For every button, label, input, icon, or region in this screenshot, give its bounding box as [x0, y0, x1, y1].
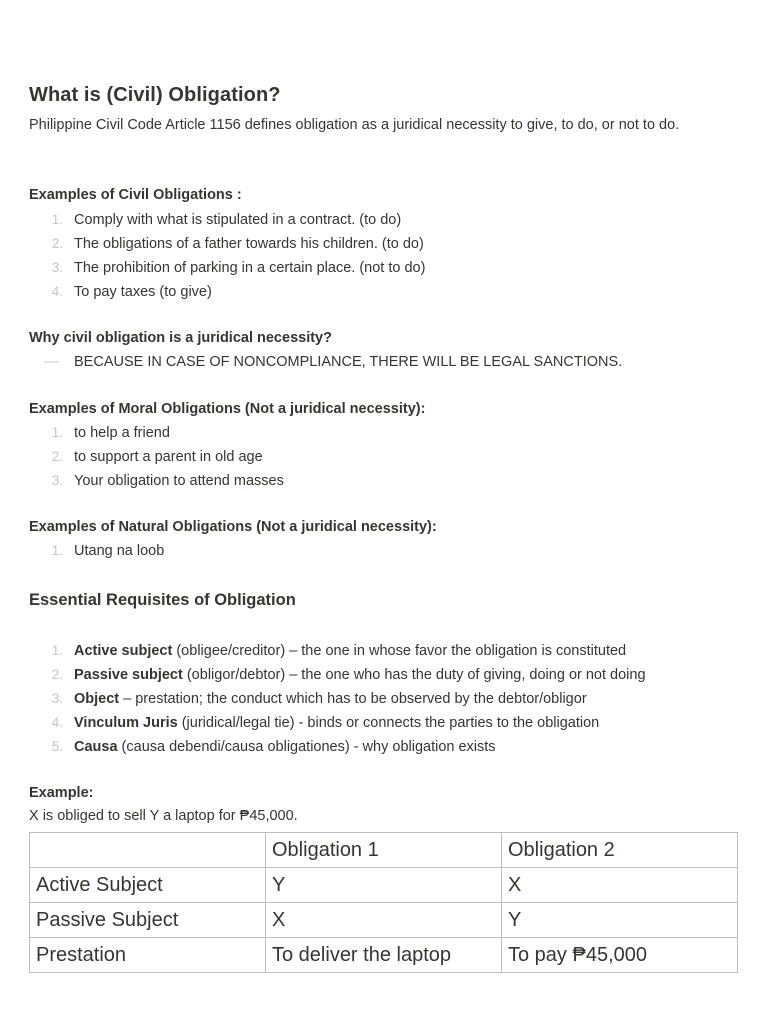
list-item: [29, 208, 425, 232]
example-text: X is obliged to sell Y a laptop for ₱45,000.: [29, 808, 298, 824]
list-number: 3.: [51, 473, 63, 488]
natural-examples-list: [29, 539, 164, 563]
requisite-term: Causa: [74, 739, 118, 755]
list-number: 1.: [51, 543, 63, 558]
requisites-list: [29, 639, 646, 759]
table-header-row: [30, 833, 738, 868]
requisites-heading: Essential Requisites of Obligation: [29, 591, 296, 609]
civil-examples-list: [29, 208, 425, 304]
list-item: [29, 445, 284, 469]
why-answer: [29, 350, 622, 374]
table-cell: Active Subject: [30, 868, 266, 903]
requisite-term: Active subject: [74, 643, 173, 659]
requisite-term: Vinculum Juris: [74, 715, 178, 731]
list-number: 3.: [51, 260, 63, 275]
example-label: Example:: [29, 785, 94, 801]
list-item: [29, 232, 425, 256]
dash-bullet: —: [44, 354, 59, 370]
requisite-text: (juridical/legal tie) - binds or connects the parties to the obligation: [177, 715, 600, 731]
moral-examples-list: [29, 421, 284, 493]
table-row: [30, 903, 738, 938]
list-text: The obligations of a father towards his children. (to do): [74, 236, 424, 252]
why-label: Why civil obligation is a juridical necessity?: [29, 330, 332, 346]
table-row: [30, 868, 738, 903]
list-text: Utang na loob: [74, 543, 165, 559]
list-text: To pay taxes (to give): [74, 284, 212, 300]
requisite-text: – prestation; the conduct which has to be observed by the debtor/obligor: [119, 691, 587, 707]
list-item: [29, 421, 284, 445]
table-cell: To deliver the laptop: [266, 938, 502, 973]
list-text: to help a friend: [74, 425, 170, 441]
list-number: 2.: [51, 449, 63, 464]
table-row: [30, 938, 738, 973]
table-cell: X: [502, 868, 738, 903]
list-text: The prohibition of parking in a certain place. (not to do): [74, 260, 426, 276]
list-item: [29, 711, 646, 735]
table-cell: Obligation 2: [502, 833, 738, 868]
table-cell: To pay ₱45,000: [502, 938, 738, 973]
list-number: 1.: [51, 212, 63, 227]
list-item: [29, 663, 646, 687]
list-item: [29, 256, 425, 280]
requisite-text: (causa debendi/causa obligationes) - why obligation exists: [117, 739, 496, 755]
list-item: [29, 469, 284, 493]
table-cell: Y: [266, 868, 502, 903]
table-cell: Obligation 1: [266, 833, 502, 868]
civil-examples-label: Examples of Civil Obligations :: [29, 187, 242, 203]
table-cell: [30, 833, 266, 868]
list-number: 3.: [51, 691, 63, 706]
why-answer-text: BECAUSE IN CASE OF NONCOMPLIANCE, THERE WILL BE LEGAL SANCTIONS.: [74, 354, 623, 370]
list-number: 2.: [51, 667, 63, 682]
table-cell: X: [266, 903, 502, 938]
moral-examples-label: Examples of Moral Obligations (Not a juridical necessity):: [29, 401, 426, 417]
requisite-text: (obligor/debtor) – the one who has the duty of giving, doing or not doing: [182, 667, 646, 683]
list-number: 1.: [51, 425, 63, 440]
table-cell: Passive Subject: [30, 903, 266, 938]
example-table: [29, 832, 738, 973]
requisite-text: (obligee/creditor) – the one in whose favor the obligation is constituted: [172, 643, 627, 659]
table-cell: Y: [502, 903, 738, 938]
list-text: Your obligation to attend masses: [74, 473, 284, 489]
requisite-term: Object: [74, 691, 120, 707]
requisite-term: Passive subject: [74, 667, 183, 683]
page-title: What is (Civil) Obligation?: [29, 84, 281, 106]
intro-paragraph: Philippine Civil Code Article 1156 defines obligation as a juridical necessity to give, to do, or not to do.: [29, 117, 680, 133]
list-number: 2.: [51, 236, 63, 251]
list-number: 1.: [51, 643, 63, 658]
list-item: [29, 639, 646, 663]
list-text: to support a parent in old age: [74, 449, 263, 465]
list-number: 4.: [51, 715, 63, 730]
list-item: [29, 687, 646, 711]
list-number: 5.: [51, 739, 63, 754]
list-item: [29, 539, 164, 563]
list-item: [29, 280, 425, 304]
natural-examples-label: Examples of Natural Obligations (Not a juridical necessity):: [29, 519, 437, 535]
list-item: [29, 735, 646, 759]
table-cell: Prestation: [30, 938, 266, 973]
list-text: Comply with what is stipulated in a contract. (to do): [74, 212, 402, 228]
list-number: 4.: [51, 284, 63, 299]
